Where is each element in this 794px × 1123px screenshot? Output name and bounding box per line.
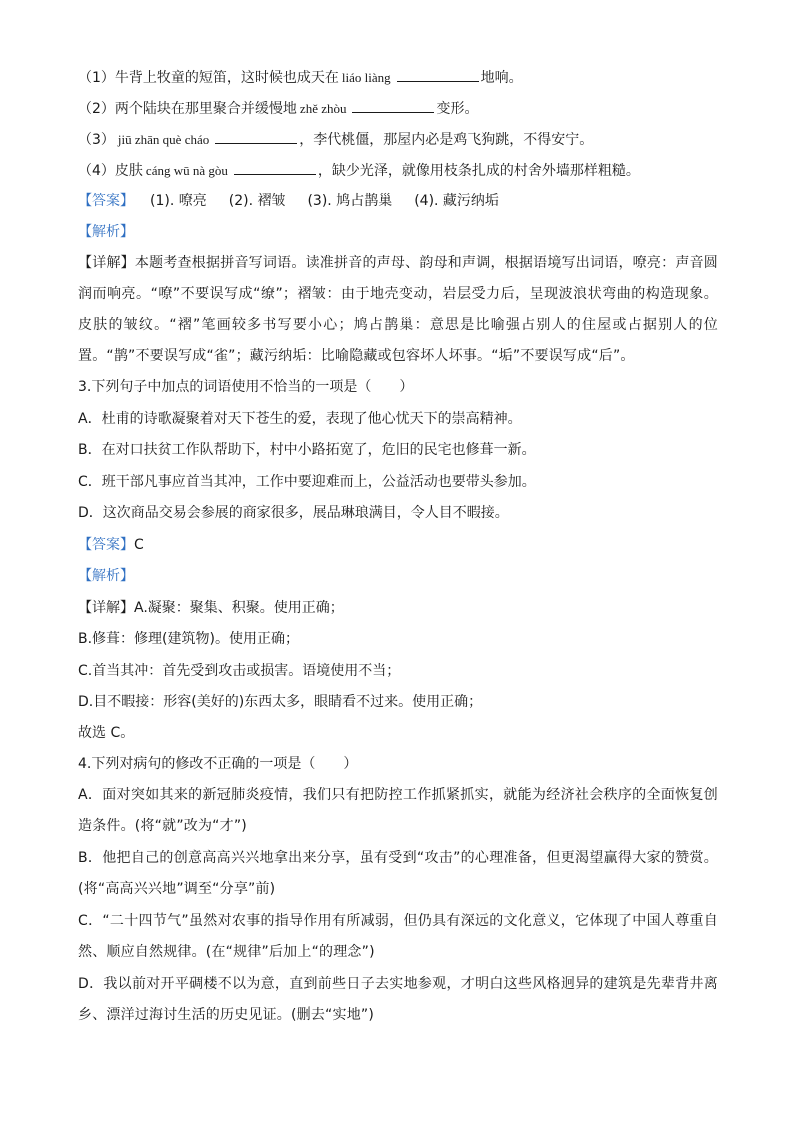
q2-answer-tag: 【答案】 [78, 193, 134, 209]
q2-item-1-pinyin: liáo liàng [341, 70, 391, 85]
q3-detail-line-1: 【详解】A.凝聚：聚集、积聚。使用正确； [78, 600, 344, 616]
q2-analysis-heading [78, 222, 134, 242]
q2-item-2-pinyin: zhě zhòu [299, 101, 347, 116]
q3-analysis-heading [78, 566, 134, 586]
q2-item-2-blank [352, 98, 434, 113]
q3-option-b: B．在对口扶贫工作队帮助下，村中小路拓宽了，危旧的民宅也修葺一新。 [78, 442, 536, 458]
q4-option-c: C．“二十四节气”虽然对农事的指导作用有所减弱，但仍具有深远的文化意义，它体现了中国人尊重自然、顺应自然规律。(在“规律”后加上“的理念”) [78, 913, 718, 960]
q2-item-3-blank [215, 129, 297, 144]
q2-answer-item-1: (1). 嘹亮 [150, 193, 207, 209]
q3-stem: 3.下列句子中加点的词语使用不恰当的一项是（ ） [78, 379, 414, 395]
q3-option-c: C．班干部凡事应首当其冲，工作中要迎难而上，公益活动也要带头参加。 [78, 474, 536, 490]
q2-item-3 [78, 129, 593, 150]
q2-item-4-pinyin: cáng wū nà gòu [145, 163, 228, 178]
q2-item-3-before: （3） [78, 132, 115, 148]
q3-option-a: A．杜甫的诗歌凝聚着对天下苍生的爱，表现了他心忧天下的崇高精神。 [78, 411, 522, 427]
q2-answer-item-2: (2). 褶皱 [228, 193, 286, 209]
q3-answer-value: C [134, 537, 144, 553]
q4-stem: 4.下列对病句的修改不正确的一项是（ ） [78, 756, 358, 772]
q2-answer-item-4: (4). 藏污纳垢 [414, 193, 499, 209]
q2-item-3-pinyin: jiū zhān què cháo [117, 132, 210, 147]
q2-detail-paragraph: 【详解】本题考查根据拼音写词语。读准拼音的声母、韵母和声调，根据语境写出词语，嘹亮：声音圆润而响亮。“嘹”不要误写成“缭”；褶皱：由于地壳变动，岩层受力后，呈现波浪状弯曲的构造现象。皮肤的皱纹。“褶”笔画较多书写要小心；鸠占鹊巢：意思是比喻强占别人的住屋或占据别人的位置。“鹊”不要误写成“雀”；藏污纳垢：比喻隐藏或包容坏人坏事。“垢”不要误写成“后”。 [78, 255, 718, 364]
q2-item-2-after: 变形。 [436, 101, 479, 117]
q2-item-4-blank [234, 160, 316, 175]
q3-detail-line-3: C.首当其冲：首先受到攻击或损害。语境使用不当； [78, 663, 401, 679]
q3-answer-line [78, 535, 144, 555]
q3-analysis-tag: 【解析】 [78, 568, 134, 584]
q2-item-4-after: ，缺少光泽，就像用枝条扎成的村舍外墙那样粗糙。 [317, 163, 640, 179]
q2-answer-line [78, 191, 521, 211]
q2-item-4-before: （4）皮肤 [78, 163, 143, 179]
q2-analysis-tag: 【解析】 [78, 224, 134, 240]
q3-detail-line-5: 故选 C。 [78, 725, 135, 741]
q4-option-b: B．他把自己的创意高高兴兴地拿出来分享，虽有受到“攻击”的心理准备，但更渴望赢得大家的赞赏。(将“高高兴兴地”调至“分享”前) [78, 850, 718, 897]
q2-item-1-before: （1）牛背上牧童的短笛，这时候也成天在 [78, 70, 339, 86]
q2-item-2-before: （2）两个陆块在那里聚合并缓慢地 [78, 101, 297, 117]
q2-item-1 [78, 67, 523, 88]
q2-answer-item-3: (3). 鸠占鹊巢 [307, 193, 393, 209]
q2-item-3-after: ，李代桃僵，那屋内必是鸡飞狗跳，不得安宁。 [299, 132, 594, 148]
q2-item-2 [78, 98, 478, 119]
q4-option-d: D．我以前对开平碉楼不以为意，直到前些日子去实地参观，才明白这些风格迥异的建筑是先辈背井离乡、漂洋过海讨生活的历史见证。(删去“实地”) [78, 976, 718, 1023]
q3-detail-line-4: D.目不暇接：形容(美好的)东西太多，眼睛看不过来。使用正确； [78, 694, 483, 710]
q2-item-1-blank [397, 67, 479, 82]
q2-item-4 [78, 160, 640, 181]
q2-item-1-after: 地响。 [480, 70, 523, 86]
q3-detail-line-2: B.修葺：修理(建筑物)。使用正确； [78, 631, 299, 647]
q4-option-a: A．面对突如其来的新冠肺炎疫情，我们只有把防控工作抓紧抓实，就能为经济社会秩序的全面恢复创造条件。(将“就”改为“才”) [78, 787, 718, 834]
q3-option-d: D．这次商品交易会参展的商家很多，展品琳琅满目，令人目不暇接。 [78, 505, 509, 521]
q3-answer-tag: 【答案】 [78, 537, 134, 553]
